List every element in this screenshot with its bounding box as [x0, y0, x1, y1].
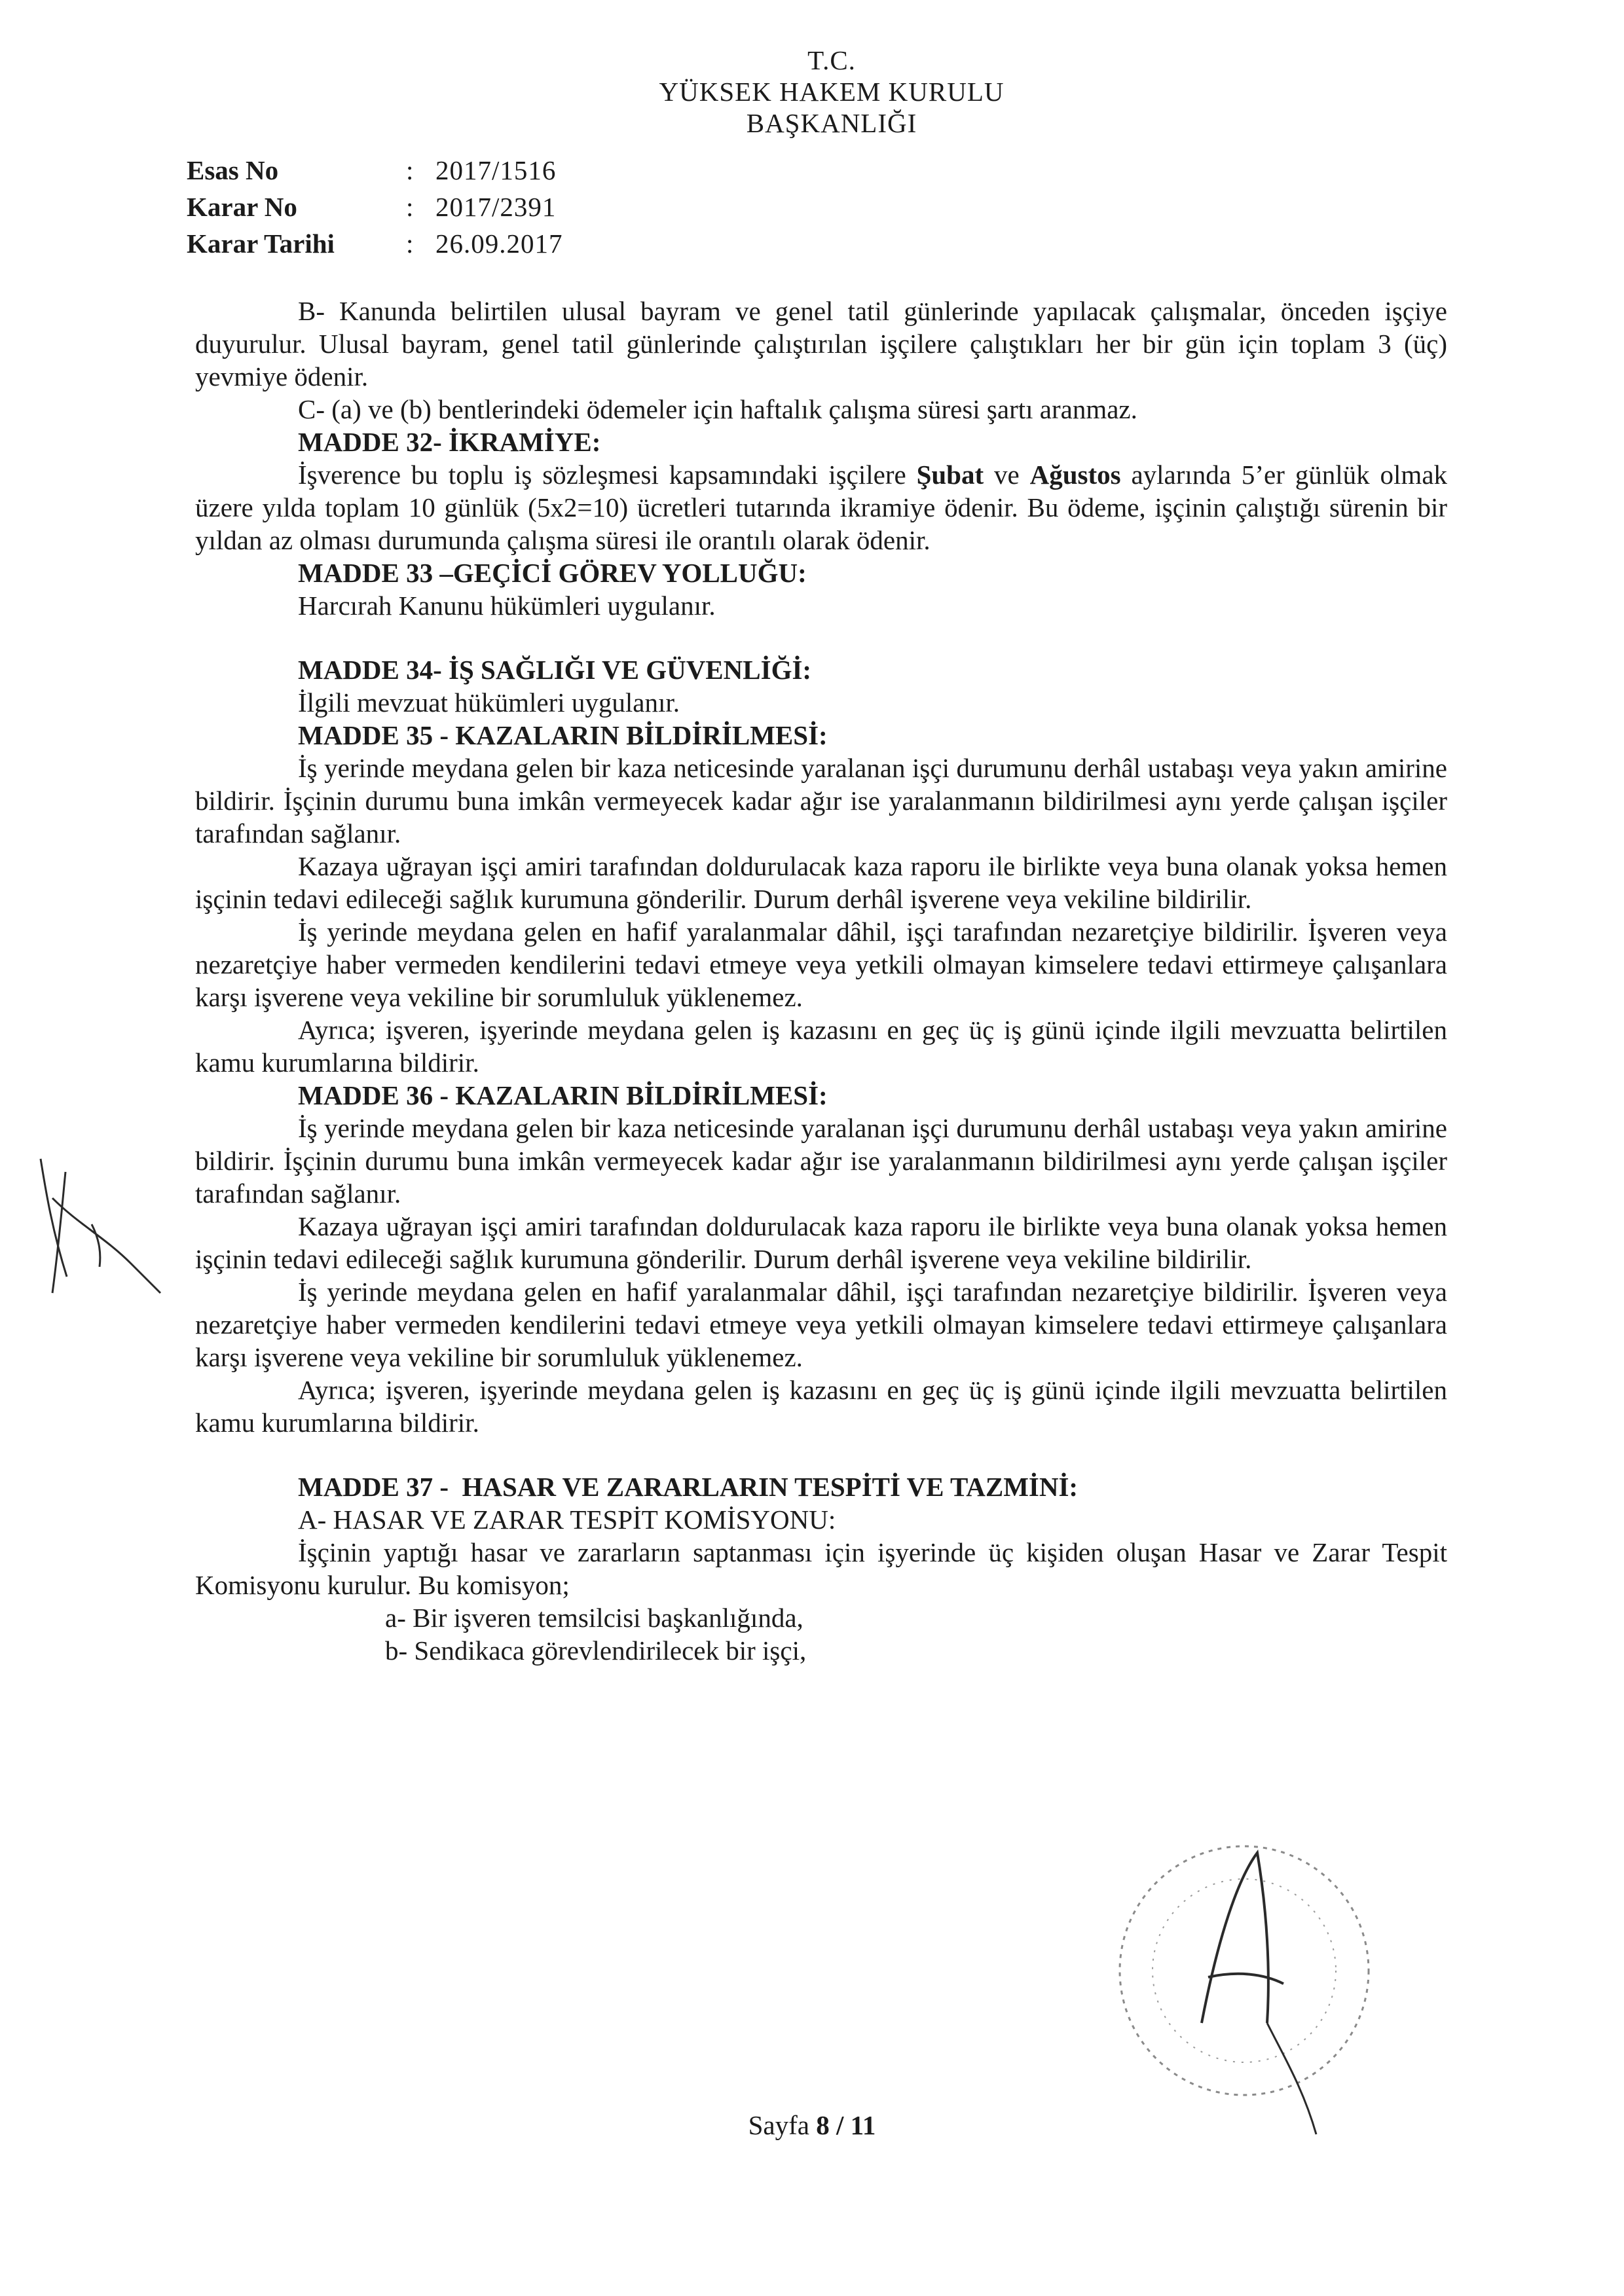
article-33-text: Harcırah Kanunu hükümleri uygulanır.	[298, 591, 716, 621]
margin-initials	[26, 1152, 177, 1322]
article-35-paragraph: Kazaya uğrayan işçi amiri tarafından doldurulacak kaza raporu ile birlikte veya buna olanak yoksa hemen işçinin tedavi edileceği sağlık kurumuna gönderilir. Durum derhâl işverene veya vekiline bildirilir.	[195, 851, 1447, 914]
colon: :	[406, 155, 414, 185]
tarih-row	[187, 225, 563, 262]
article-35-paragraph: İş yerinde meydana gelen en hafif yaralanmalar dâhil, işçi tarafından nezaretçiye bildirilir. İşveren veya nezaretçiye haber vermeden kendilerini tedavi etmeye veya yetkili olmayan kimselere tedavi ettirmeye çalışanlara karşı işverene veya vekiline bir sorumluluk yüklenemez.	[195, 917, 1447, 1012]
tarih-value: 26.09.2017	[435, 228, 563, 259]
article-37-text: İşçinin yaptığı hasar ve zararların saptanması için işyerinde üç kişiden oluşan Hasar ve Zarar Tespit Komisyonu kurulur. Bu komisyon;	[195, 1537, 1447, 1600]
case-meta	[187, 152, 563, 262]
page-separator: /	[829, 2110, 851, 2140]
page-label: Sayfa	[748, 2110, 817, 2140]
month-subat: Şubat	[916, 460, 984, 490]
colon: :	[406, 228, 414, 259]
header	[544, 45, 1120, 139]
tarih-label: Karar Tarihi	[187, 228, 335, 259]
karar-value: 2017/2391	[435, 192, 557, 222]
document-body	[195, 295, 1447, 1667]
month-agustos: Ağustos	[1029, 460, 1121, 490]
article-35-paragraph: Ayrıca; işveren, işyerinde meydana gelen iş kazasını en geç üç iş günü içinde ilgili mevzuatta belirtilen kamu kurumlarına bildirir.	[195, 1015, 1447, 1078]
page-total: 11	[850, 2110, 876, 2140]
page-number: 8	[816, 2110, 830, 2140]
article-36-paragraph: İş yerinde meydana gelen en hafif yaralanmalar dâhil, işçi tarafından nezaretçiye bildirilir. İşveren veya nezaretçiye haber vermeden kendilerini tedavi etmeye veya yetkili olmayan kimselere tedavi ettirmeye çalışanlara karşı işverene veya vekiline bir sorumluluk yüklenemez.	[195, 1277, 1447, 1372]
karar-label: Karar No	[187, 192, 297, 222]
article-33-title: MADDE 33 –GEÇİCİ GÖREV YOLLUĞU:	[298, 558, 807, 588]
list-item-a: a- Bir işveren temsilcisi başkanlığında,	[385, 1603, 803, 1633]
article-32-title: MADDE 32- İKRAMİYE:	[298, 427, 601, 457]
article-36-paragraph: Ayrıca; işveren, işyerinde meydana gelen iş kazasını en geç üç iş günü içinde ilgili mevzuatta belirtilen kamu kurumlarına bildirir.	[195, 1375, 1447, 1438]
esas-row	[187, 152, 563, 189]
article-35-title: MADDE 35 - KAZALARIN BİLDİRİLMESİ:	[298, 720, 828, 750]
colon: :	[406, 192, 414, 222]
esas-label: Esas No	[187, 155, 279, 185]
paragraph-b: B- Kanunda belirtilen ulusal bayram ve genel tatil günlerinde yapılacak çalışmalar, önceden işçiye duyurulur. Ulusal bayram, genel tatil günlerinde çalıştırılan işçilere çalıştıkları her bir gün için toplam 3 (üç) yevmiye ödenir.	[195, 296, 1447, 392]
header-tc: T.C.	[807, 45, 856, 75]
esas-value: 2017/1516	[435, 155, 557, 185]
article-34-text: İlgili mevzuat hükümleri uygulanır.	[298, 687, 680, 718]
article-35-paragraph: İş yerinde meydana gelen bir kaza neticesinde yaralanan işçi durumunu derhâl ustabaşı veya yakın amirine bildirir. İşçinin durumu buna imkân vermeyecek kadar ağır ise yaralanmanın bildirilmesi aynı yerde çalışan işçiler tarafından sağlanır.	[195, 753, 1447, 848]
article-36-title: MADDE 36 - KAZALARIN BİLDİRİLMESİ:	[298, 1080, 828, 1110]
karar-row	[187, 189, 563, 225]
article-36-paragraph: İş yerinde meydana gelen bir kaza neticesinde yaralanan işçi durumunu derhâl ustabaşı veya yakın amirine bildirir. İşçinin durumu buna imkân vermeyecek kadar ağır ise yaralanmanın bildirilmesi aynı yerde çalışan işçiler tarafından sağlanır.	[195, 1113, 1447, 1209]
article-37-subtitle: A- HASAR VE ZARAR TESPİT KOMİSYONU:	[298, 1504, 836, 1535]
paragraph-c: C- (a) ve (b) bentlerindeki ödemeler için haftalık çalışma süresi şartı aranmaz.	[298, 394, 1137, 424]
list-item-b: b- Sendikaca görevlendirilecek bir işçi,	[385, 1635, 807, 1666]
article-36-paragraph: Kazaya uğrayan işçi amiri tarafından doldurulacak kaza raporu ile birlikte veya buna olanak yoksa hemen işçinin tedavi edileceği sağlık kurumuna gönderilir. Durum derhâl işverene veya vekiline bildirilir.	[195, 1211, 1447, 1274]
article-34-title: MADDE 34- İŞ SAĞLIĞI VE GÜVENLİĞİ:	[298, 655, 812, 685]
article-37-title: MADDE 37 - HASAR VE ZARARLARIN TESPİTİ VE TAZMİNİ:	[298, 1472, 1079, 1502]
page-footer	[0, 2109, 1624, 2141]
stamp-signature	[1087, 1807, 1454, 2147]
header-presidency: BAŞKANLIĞI	[746, 108, 917, 138]
article-32-text: İşverence bu toplu iş sözleşmesi kapsamındaki işçilere Şubat ve Ağustos aylarında 5’er günlük olmak üzere yılda toplam 10 günlük (5x2=10) ücretleri tutarında ikramiye ödenir. Bu ödeme, işçinin çalıştığı sürenin bir yıldan az olması durumunda çalışma süresi ile orantılı olarak ödenir.	[195, 460, 1448, 555]
header-institution: YÜKSEK HAKEM KURULU	[659, 77, 1005, 107]
